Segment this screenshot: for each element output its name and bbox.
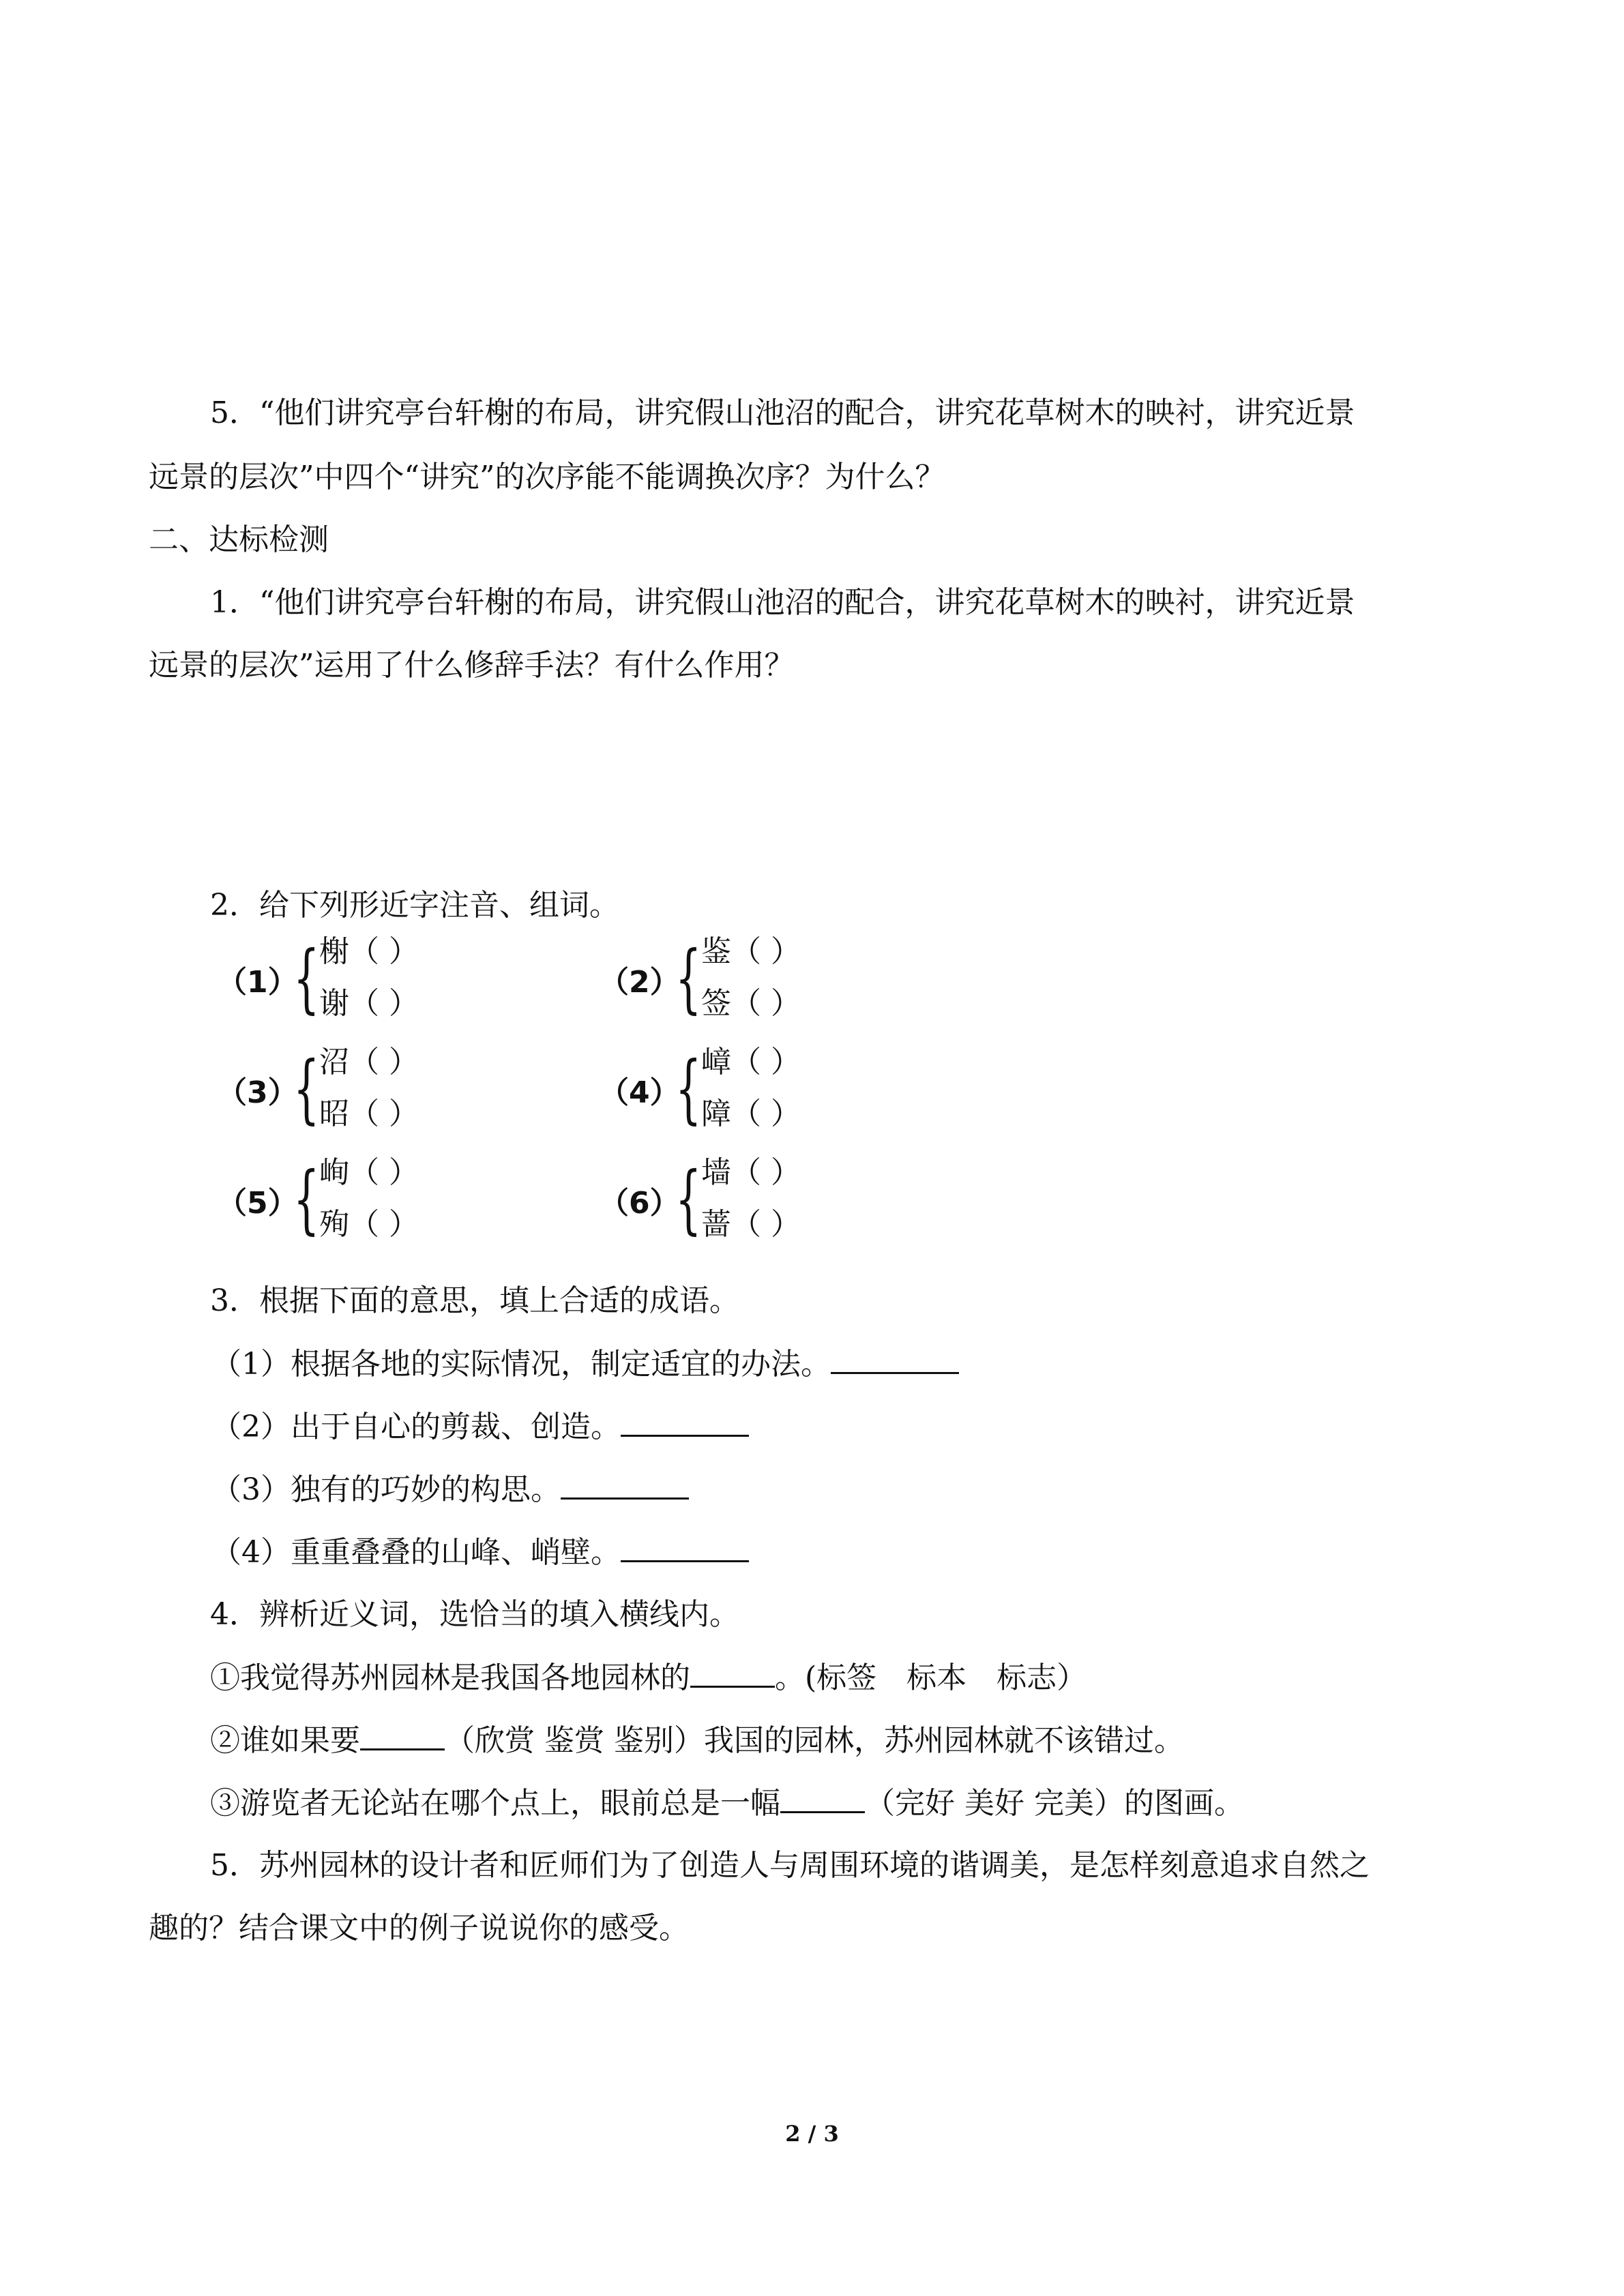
pair-number: （2） [599, 965, 680, 1000]
answer-blank[interactable] [360, 1721, 445, 1750]
answer-blank[interactable] [621, 1407, 749, 1437]
item-text: （2）出于自心的剪裁、创造。 [211, 1410, 621, 1444]
section-2-title: 二、达标检测 [149, 522, 329, 557]
pair-char-b: 蔷（ ） [701, 1207, 801, 1242]
brace-icon: { [675, 1155, 702, 1242]
sentence-options: 。(标签 标本 标志） [775, 1660, 1087, 1695]
page-number: 2 / 3 [785, 2121, 839, 2147]
pair-char-b: 谢（ ） [319, 986, 419, 1021]
exercise-3-title: 3．根据下面的意思，填上合适的成语。 [210, 1283, 739, 1318]
exercise-4-sentence-3 [210, 1784, 1244, 1823]
sentence-options: （欣赏 鉴赏 鉴别）我国的园林，苏州园林就不该错过。 [445, 1723, 1184, 1758]
exercise-4-title: 4．辨析近义词，选恰当的填入横线内。 [210, 1597, 739, 1632]
question-5-line-2: 远景的层次”中四个“讲究”的次序能不能调换次序？为什么？ [149, 460, 945, 494]
pair-char-a: 沼（ ） [319, 1045, 419, 1079]
pair-char-b: 殉（ ） [319, 1207, 419, 1242]
brace-icon: { [293, 934, 320, 1022]
brace-icon: { [675, 934, 702, 1022]
answer-blank[interactable] [621, 1533, 749, 1562]
exercise-5-line-1: 5．苏州园林的设计者和匠师们为了创造人与周围环境的谐调美，是怎样刻意追求自然之 [210, 1848, 1370, 1883]
pair-char-a: 峋（ ） [319, 1155, 419, 1190]
pair-number: （6） [599, 1186, 680, 1221]
pair-char-b: 障（ ） [701, 1097, 801, 1131]
pair-char-a: 墙（ ） [701, 1155, 801, 1190]
brace-icon: { [293, 1155, 320, 1242]
sentence-text: ②谁如果要 [210, 1723, 360, 1758]
answer-blank[interactable] [690, 1658, 775, 1688]
brace-icon: { [675, 1045, 702, 1132]
pair-char-b: 昭（ ） [319, 1097, 419, 1131]
pair-char-a: 嶂（ ） [701, 1045, 801, 1079]
exercise-1-line-2: 远景的层次”运用了什么修辞手法？有什么作用？ [149, 648, 795, 683]
answer-blank[interactable] [561, 1470, 689, 1500]
exercise-4-sentence-1 [210, 1658, 1087, 1697]
exercise-1-line-1: 1．“他们讲究亭台轩榭的布局，讲究假山池沼的配合，讲究花草树木的映衬，讲究近景 [210, 585, 1355, 620]
item-text: （4）重重叠叠的山峰、峭壁。 [211, 1535, 621, 1570]
exercise-3-item-2 [211, 1407, 749, 1446]
pair-char-b: 签（ ） [701, 986, 801, 1021]
question-5-line-1: 5．“他们讲究亭台轩榭的布局，讲究假山池沼的配合，讲究花草树木的映衬，讲究近景 [210, 396, 1355, 430]
exercise-4-sentence-2 [210, 1721, 1184, 1760]
pair-char-a: 鉴（ ） [701, 934, 801, 969]
pair-number: （3） [217, 1075, 298, 1110]
sentence-options: （完好 美好 完美）的图画。 [865, 1786, 1244, 1821]
answer-blank[interactable] [780, 1784, 865, 1813]
exercise-3-item-3 [211, 1470, 689, 1509]
sentence-text: ①我觉得苏州园林是我国各地园林的 [210, 1660, 690, 1695]
exercise-2-title: 2．给下列形近字注音、组词。 [210, 888, 619, 923]
exercise-5-line-2: 趣的？结合课文中的例子说说你的感受。 [149, 1911, 689, 1945]
pair-number: （5） [217, 1186, 298, 1221]
item-text: （1）根据各地的实际情况，制定适宜的办法。 [211, 1347, 831, 1382]
pair-number: （4） [599, 1075, 680, 1110]
exercise-3-item-4 [211, 1533, 749, 1572]
answer-blank[interactable] [831, 1345, 959, 1374]
sentence-text: ③游览者无论站在哪个点上，眼前总是一幅 [210, 1786, 780, 1821]
exercise-3-item-1 [211, 1345, 959, 1384]
brace-icon: { [293, 1045, 320, 1132]
pair-number: （1） [217, 965, 298, 1000]
pair-char-a: 榭（ ） [319, 934, 419, 969]
item-text: （3）独有的巧妙的构思。 [211, 1472, 561, 1507]
